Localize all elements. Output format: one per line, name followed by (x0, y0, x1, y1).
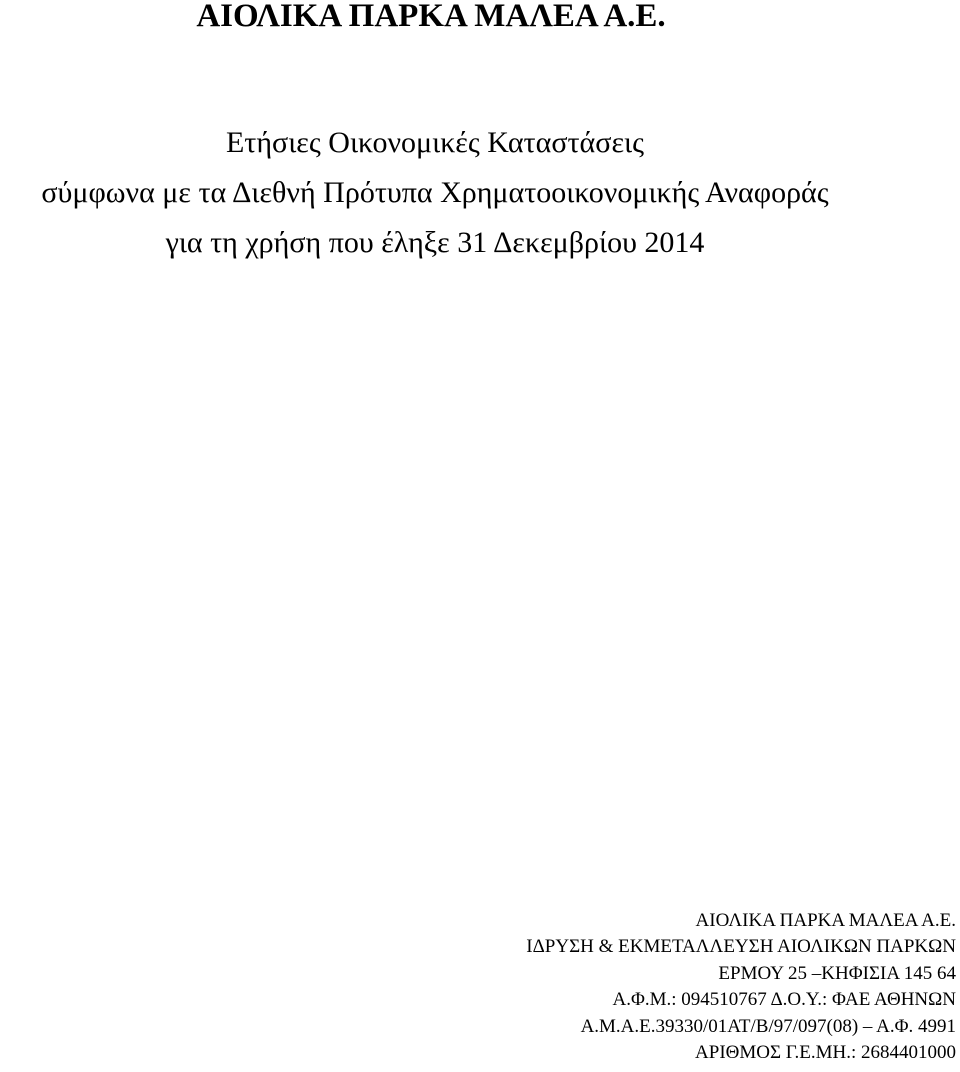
footer-company-name: ΑΙΟΛΙΚΑ ΠΑΡΚΑ ΜΑΛΕΑ Α.Ε. (695, 910, 956, 931)
subtitle-line-standards: σύμφωνα με τα Διεθνή Πρότυπα Χρηματοοικονομικής Αναφοράς (41, 176, 829, 209)
subtitle-line-period: για τη χρήση που έληξε 31 Δεκεμβρίου 2014 (165, 226, 705, 259)
company-title: ΑΙΟΛΙΚΑ ΠΑΡΚΑ ΜΑΛΕΑ Α.Ε. (196, 0, 666, 34)
subtitle-line-report-type: Ετήσιες Οικονομικές Καταστάσεις (225, 126, 644, 159)
footer-registration: Α.Μ.Α.Ε.39330/01ΑΤ/Β/97/097(08) – Α.Φ. 4991 (580, 1015, 956, 1037)
company-details-footer (526, 908, 956, 1066)
footer-tax-info: Α.Φ.Μ.: 094510767 Δ.Ο.Υ.: ΦΑΕ ΑΘΗΝΩΝ (612, 989, 956, 1011)
footer-activity: ΙΔΡΥΣΗ & ΕΚΜΕΤΑΛΛΕΥΣΗ ΑΙΟΛΙΚΩΝ ΠΑΡΚΩΝ (526, 936, 956, 958)
report-subtitle (0, 118, 870, 268)
footer-address: ΕΡΜΟΥ 25 –ΚΗΦΙΣΙΑ 145 64 (718, 962, 956, 984)
footer-gemi-number: ΑΡΙΘΜΟΣ Γ.Ε.ΜΗ.: 2684401000 (695, 1042, 956, 1064)
